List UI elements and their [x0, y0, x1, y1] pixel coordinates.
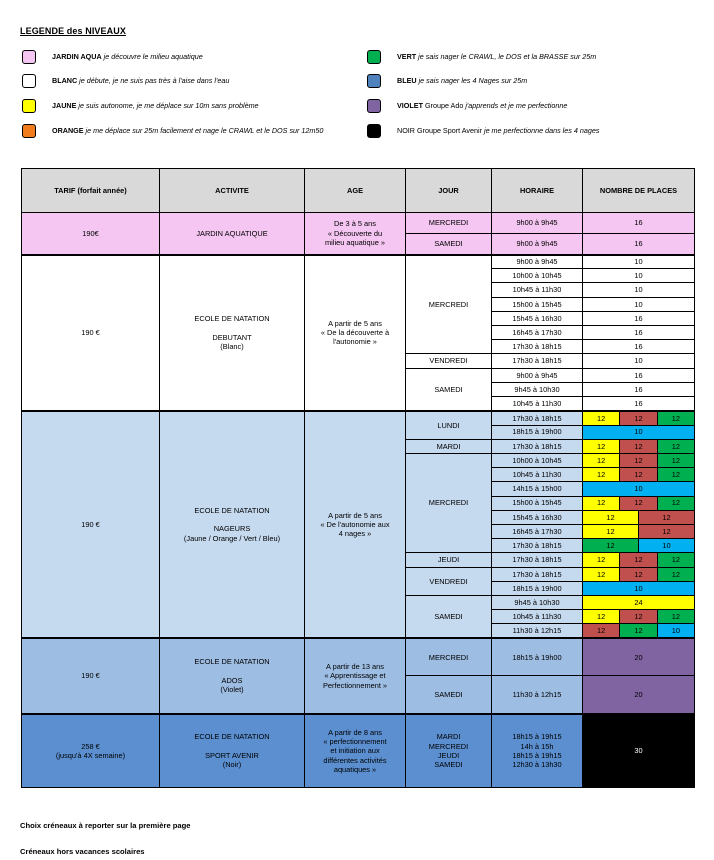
day-cell: MERCREDI — [406, 213, 492, 234]
time-cell: 9h00 à 9h45 — [492, 368, 583, 382]
places-group — [583, 639, 694, 675]
legend-item-vert — [367, 49, 596, 64]
places-count-yellow: 12 — [583, 553, 619, 566]
time-cell: 11h30 à 12h15 — [492, 676, 583, 714]
places-count-green: 12 — [657, 553, 694, 566]
time-cell: 15h45 à 16h30 — [492, 510, 583, 524]
places-count-green: 12 — [657, 454, 694, 467]
places-count: 10 — [634, 271, 643, 281]
places-group — [583, 269, 694, 282]
places-cell — [583, 411, 695, 425]
header-activite: ACTIVITE — [160, 169, 305, 213]
places-count-blue: 10 — [657, 624, 694, 637]
time-cell: 9h00 à 9h45 — [492, 213, 583, 234]
places-count-yellow: 12 — [583, 610, 619, 623]
places-group — [583, 482, 694, 495]
places-count-yellow: 12 — [583, 525, 638, 538]
places-count: 16 — [634, 398, 643, 408]
activite-cell: ECOLE DE NATATION SPORT AVENIR (Noir) — [160, 714, 305, 788]
places-group — [583, 298, 694, 311]
places-cell — [583, 425, 695, 439]
swatch-white — [22, 74, 36, 88]
day-cell: SAMEDI — [406, 595, 492, 638]
activite-cell: ECOLE DE NATATION ADOS (Violet) — [160, 638, 305, 714]
places-count-red: 12 — [619, 497, 656, 510]
places-count-blue: 10 — [583, 582, 694, 595]
places-count-red: 12 — [619, 440, 656, 453]
places-count: 10 — [634, 257, 643, 267]
places-group — [583, 676, 694, 712]
header-age: AGE — [305, 169, 406, 213]
day-cell: VENDREDI — [406, 354, 492, 368]
legend-item-violet — [367, 98, 567, 113]
time-cell: 14h15 à 15h00 — [492, 482, 583, 496]
places-count-yellow: 12 — [583, 468, 619, 481]
places-group — [583, 715, 694, 787]
time-cell: 10h45 à 11h30 — [492, 283, 583, 297]
swatch-violet — [367, 99, 381, 113]
places-group — [583, 312, 694, 325]
places-group — [583, 582, 694, 595]
places-count-green: 12 — [657, 412, 694, 425]
legend-text: BLANC je débute, je ne suis pas très à l'aise dans l'eau — [52, 76, 230, 85]
places-count-green: 12 — [657, 468, 694, 481]
time-cell: 17h30 à 18h15 — [492, 340, 583, 354]
footer-note-holidays: Créneaux hors vacances scolaires — [20, 847, 145, 856]
time-cell: 17h30 à 18h15 — [492, 539, 583, 553]
day-cell: LUNDI — [406, 411, 492, 439]
places-cell — [583, 468, 695, 482]
time-cell: 11h30 à 12h15 — [492, 624, 583, 638]
legend-text: ORANGE je me déplace sur 25m facilement et nage le CRAWL et le DOS sur 12m50 — [52, 126, 324, 135]
places-count: 10 — [634, 299, 643, 309]
time-cell: 15h00 à 15h45 — [492, 496, 583, 510]
places-cell — [583, 510, 695, 524]
header-jour: JOUR — [406, 169, 492, 213]
places-count-green: 12 — [657, 610, 694, 623]
age-cell: A partir de 5 ans « De l'autonomie aux 4 nages » — [305, 411, 406, 638]
places-cell — [583, 326, 695, 340]
places-cell — [583, 354, 695, 368]
places-cell — [583, 453, 695, 467]
day-cell: SAMEDI — [406, 676, 492, 714]
places-count-yellow: 12 — [583, 511, 638, 524]
time-cell: 16h45 à 17h30 — [492, 524, 583, 538]
header-places: NOMBRE DE PLACES — [583, 169, 695, 213]
places-count: 16 — [634, 342, 643, 352]
places-count: 16 — [634, 328, 643, 338]
places-cell — [583, 567, 695, 581]
places-count: 16 — [634, 239, 643, 249]
swatch-pink — [22, 50, 36, 64]
places-group — [583, 596, 694, 609]
places-group — [583, 354, 694, 367]
time-cell: 10h00 à 10h45 — [492, 269, 583, 283]
places-count: 16 — [634, 384, 643, 394]
places-count-red: 12 — [619, 468, 656, 481]
places-count-red: 12 — [619, 553, 656, 566]
places-count-red: 12 — [619, 568, 656, 581]
places-cell — [583, 382, 695, 396]
swatch-blue — [367, 74, 381, 88]
day-cell: JEUDI — [406, 553, 492, 567]
time-cell: 10h00 à 10h45 — [492, 453, 583, 467]
places-group — [583, 234, 694, 254]
places-count-violet: 20 — [583, 639, 694, 675]
day-cell: SAMEDI — [406, 234, 492, 255]
places-group — [583, 497, 694, 510]
day-cell: MERCREDI — [406, 255, 492, 354]
day-cell: MARDI — [406, 439, 492, 453]
places-cell — [583, 311, 695, 325]
places-count-red: 12 — [638, 511, 694, 524]
places-count-red: 12 — [638, 525, 694, 538]
places-cell — [583, 524, 695, 538]
places-group — [583, 539, 694, 552]
places-count-blue: 10 — [638, 539, 694, 552]
places-group — [583, 397, 694, 410]
legend-text: BLEU je sais nager les 4 Nages sur 25m — [397, 76, 528, 85]
places-group — [583, 525, 694, 538]
legend-item-blanc — [22, 73, 229, 88]
places-count-blue: 10 — [583, 426, 694, 439]
legend-text: VERT je sais nager le CRAWL, le DOS et la BRASSE sur 25m — [397, 52, 597, 61]
places-cell — [583, 234, 695, 255]
legend-item-noir — [367, 123, 599, 138]
places-count-green: 12 — [657, 497, 694, 510]
places-cell — [583, 368, 695, 382]
day-cell: VENDREDI — [406, 567, 492, 595]
tarif-cell: 190 € — [22, 255, 160, 411]
places-count-violet: 20 — [583, 676, 694, 712]
places-cell — [583, 213, 695, 234]
places-group — [583, 340, 694, 353]
swatch-yellow — [22, 99, 36, 113]
places-count-yellow: 12 — [583, 454, 619, 467]
places-group — [583, 468, 694, 481]
places-group — [583, 610, 694, 623]
places-cell — [583, 482, 695, 496]
places-group — [583, 568, 694, 581]
table-row — [22, 411, 695, 425]
legend-item-orange — [22, 123, 323, 138]
tarif-cell: 258 € (jusqu'à 4X semaine) — [22, 714, 160, 788]
time-cell: 15h45 à 16h30 — [492, 311, 583, 325]
places-count-green: 12 — [657, 440, 694, 453]
places-count-green: 12 — [583, 539, 638, 552]
places-count-black: 30 — [583, 715, 694, 787]
footer-note-choice: Choix créneaux à reporter sur la première page — [20, 821, 191, 830]
table-row — [22, 255, 695, 269]
table-row — [22, 714, 695, 788]
tarif-cell: 190€ — [22, 213, 160, 255]
table-row — [22, 638, 695, 676]
places-count: 16 — [634, 313, 643, 323]
legend-item-bleu — [367, 73, 527, 88]
places-group — [583, 256, 694, 269]
places-count-red: 12 — [619, 610, 656, 623]
places-count-yellow: 12 — [583, 568, 619, 581]
time-cell: 17h30 à 18h15 — [492, 567, 583, 581]
time-cell: 9h00 à 9h45 — [492, 255, 583, 269]
header-row — [22, 169, 695, 213]
places-group — [583, 553, 694, 566]
places-cell — [583, 553, 695, 567]
places-count: 16 — [634, 370, 643, 380]
time-cell: 17h30 à 18h15 — [492, 439, 583, 453]
time-cell: 17h30 à 18h15 — [492, 553, 583, 567]
header-tarif: TARIF (forfait année) — [22, 169, 160, 213]
places-group — [583, 412, 694, 425]
age-cell: A partir de 5 ans « De la découverte à l'autonomie » — [305, 255, 406, 411]
time-cell: 18h15 à 19h15 14h à 15h 18h15 à 19h15 12h30 à 13h30 — [492, 714, 583, 788]
swatch-orange — [22, 124, 36, 138]
places-group — [583, 624, 694, 637]
places-group — [583, 440, 694, 453]
places-group — [583, 383, 694, 396]
places-cell — [583, 714, 695, 788]
places-cell — [583, 340, 695, 354]
day-cell: MERCREDI — [406, 453, 492, 552]
tarif-cell: 190 € — [22, 411, 160, 638]
places-count-red: 12 — [619, 412, 656, 425]
legend-text: JARDIN AQUA je découvre le milieu aquatique — [52, 52, 203, 61]
places-cell — [583, 638, 695, 676]
places-cell — [583, 676, 695, 714]
time-cell: 10h45 à 11h30 — [492, 610, 583, 624]
day-cell: MARDI MERCREDI JEUDI SAMEDI — [406, 714, 492, 788]
activite-cell: ECOLE DE NATATION DEBUTANT (Blanc) — [160, 255, 305, 411]
time-cell: 9h00 à 9h45 — [492, 234, 583, 255]
places-cell — [583, 439, 695, 453]
time-cell: 17h30 à 18h15 — [492, 354, 583, 368]
places-count: 16 — [634, 218, 643, 228]
places-cell — [583, 581, 695, 595]
time-cell: 17h30 à 18h15 — [492, 411, 583, 425]
places-count-red: 12 — [583, 624, 619, 637]
places-count-yellow: 12 — [583, 440, 619, 453]
places-group — [583, 369, 694, 382]
time-cell: 9h45 à 10h30 — [492, 382, 583, 396]
places-count: 10 — [634, 356, 643, 366]
places-count-green: 12 — [619, 624, 656, 637]
legend-text: VIOLET Groupe Ado j'apprends et je me perfectionne — [397, 101, 568, 110]
age-cell: De 3 à 5 ans « Découverte du milieu aquatique » — [305, 213, 406, 255]
schedule-body — [22, 213, 695, 788]
tarif-cell: 190 € — [22, 638, 160, 714]
legend-item-jardin-aqua — [22, 49, 203, 64]
places-count-yellow: 12 — [583, 497, 619, 510]
places-count: 10 — [634, 285, 643, 295]
places-cell — [583, 496, 695, 510]
places-group — [583, 326, 694, 339]
places-cell — [583, 595, 695, 609]
table-row — [22, 213, 695, 234]
time-cell: 10h45 à 11h30 — [492, 468, 583, 482]
legend-item-jaune — [22, 98, 259, 113]
places-group — [583, 511, 694, 524]
header-horaire: HORAIRE — [492, 169, 583, 213]
swatch-green — [367, 50, 381, 64]
time-cell: 10h45 à 11h30 — [492, 397, 583, 411]
age-cell: A partir de 8 ans « perfectionnement et initiation aux différentes activités aquatiques » — [305, 714, 406, 788]
places-cell — [583, 255, 695, 269]
time-cell: 18h15 à 19h00 — [492, 425, 583, 439]
time-cell: 18h15 à 19h00 — [492, 638, 583, 676]
places-count-green: 12 — [657, 568, 694, 581]
places-group — [583, 454, 694, 467]
places-cell — [583, 397, 695, 411]
legend-text: NOIR Groupe Sport Avenir je me perfectionne dans les 4 nages — [397, 126, 600, 135]
legend-title: LEGENDE des NIVEAUX — [20, 26, 126, 36]
places-group — [583, 213, 694, 233]
places-cell — [583, 297, 695, 311]
time-cell: 16h45 à 17h30 — [492, 326, 583, 340]
places-cell — [583, 610, 695, 624]
places-cell — [583, 539, 695, 553]
places-group — [583, 426, 694, 439]
places-cell — [583, 283, 695, 297]
places-count-blue: 10 — [583, 482, 694, 495]
places-count-red: 12 — [619, 454, 656, 467]
swatch-black — [367, 124, 381, 138]
day-cell: SAMEDI — [406, 368, 492, 411]
places-count-yellow: 24 — [583, 596, 694, 609]
day-cell: MERCREDI — [406, 638, 492, 676]
time-cell: 9h45 à 10h30 — [492, 595, 583, 609]
activite-cell: JARDIN AQUATIQUE — [160, 213, 305, 255]
places-cell — [583, 624, 695, 638]
places-group — [583, 283, 694, 296]
places-cell — [583, 269, 695, 283]
schedule-table — [21, 168, 695, 788]
time-cell: 18h15 à 19h00 — [492, 581, 583, 595]
time-cell: 15h00 à 15h45 — [492, 297, 583, 311]
legend-text: JAUNE je suis autonome, je me déplace sur 10m sans problème — [52, 101, 259, 110]
age-cell: A partir de 13 ans « Apprentissage et Perfectionnement » — [305, 638, 406, 714]
activite-cell: ECOLE DE NATATION NAGEURS (Jaune / Orange / Vert / Bleu) — [160, 411, 305, 638]
places-count-yellow: 12 — [583, 412, 619, 425]
